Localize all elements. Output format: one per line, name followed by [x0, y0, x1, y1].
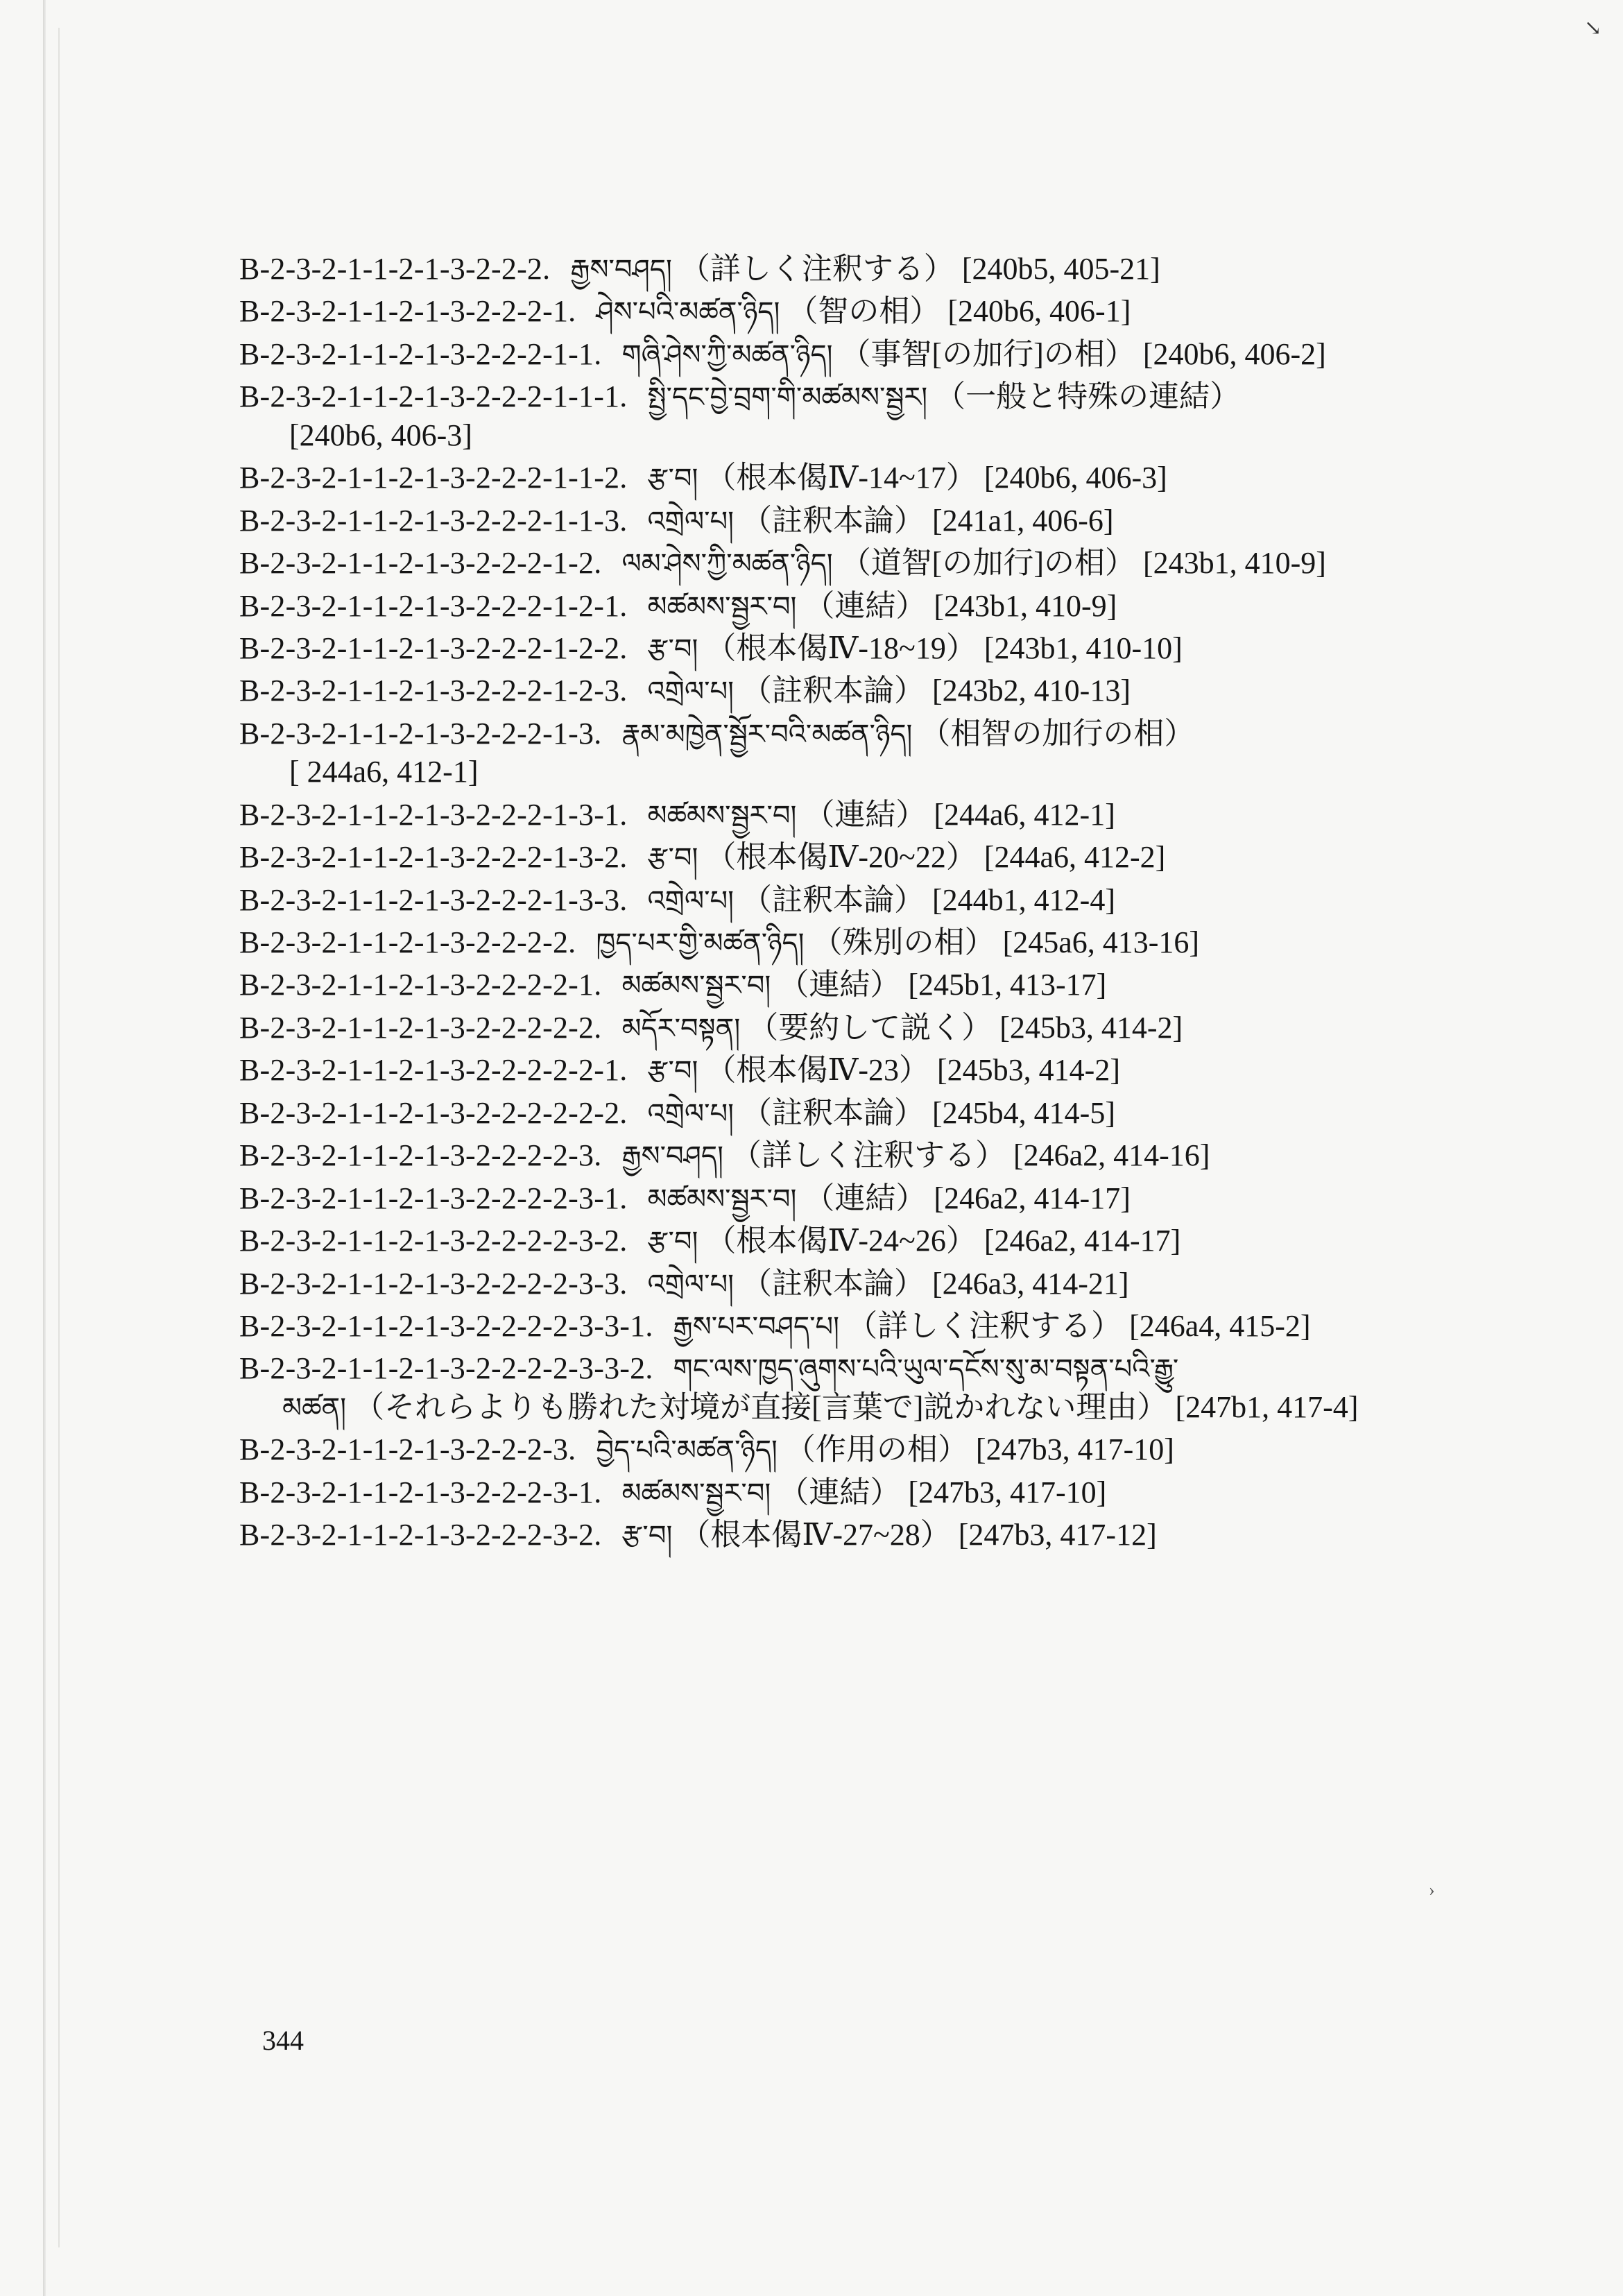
section-code: B-2-3-2-1-1-2-1-3-2-2-2-2-3-3-1.	[239, 1308, 653, 1343]
japanese-gloss: （相智の加行の相）	[920, 716, 1195, 751]
page-reference: [243b1, 410-9]	[1143, 546, 1326, 581]
tibetan-heading-continued: མཚན།	[282, 1391, 347, 1424]
japanese-gloss: （一般と特殊の連結）	[935, 379, 1241, 414]
outline-entry	[239, 587, 1502, 625]
outline-entry	[239, 1222, 1502, 1260]
tibetan-heading: རྒྱས་བཤད།	[570, 254, 672, 286]
outline-entry	[239, 335, 1502, 373]
tibetan-heading: སྤྱི་དང་བྱེ་བྲག་གི་མཚམས་སྦྱར།	[647, 382, 928, 414]
page-reference: [246a2, 414-16]	[1013, 1138, 1210, 1173]
japanese-gloss: （註釈本論）	[741, 674, 925, 708]
japanese-gloss: （作用の相）	[784, 1432, 968, 1467]
outline-entry	[239, 1430, 1502, 1468]
outline-entry	[239, 1349, 1502, 1426]
page-number: 344	[262, 2025, 304, 2056]
page-reference: [246a3, 414-21]	[932, 1266, 1129, 1301]
outline-entry	[239, 881, 1502, 919]
tibetan-heading: རྩ་བ།	[647, 1226, 698, 1258]
outline-entry	[239, 1136, 1502, 1174]
page-reference: [243b1, 410-9]	[934, 588, 1117, 623]
outline-entry	[239, 1094, 1502, 1132]
japanese-gloss: （根本偈Ⅳ-27~28）	[680, 1518, 951, 1552]
outline-entry	[239, 923, 1502, 961]
outline-entry	[239, 714, 1502, 791]
tibetan-heading: འགྲེལ་པ།	[647, 1097, 735, 1130]
tibetan-heading: ཁྱད་པར་གྱི་མཚན་ཉིད།	[596, 927, 805, 959]
japanese-gloss: （註釈本論）	[741, 503, 925, 538]
outline-entry	[239, 1307, 1502, 1345]
tibetan-heading: ཤེས་པའི་མཚན་ཉིད།	[596, 296, 780, 329]
japanese-gloss: （連結）	[804, 1181, 927, 1215]
section-code: B-2-3-2-1-1-2-1-3-2-2-2-3-2.	[239, 1518, 602, 1552]
page-reference: [240b6, 406-2]	[1142, 336, 1326, 371]
tibetan-heading: མཚམས་སྦྱར་བ།	[621, 1477, 771, 1509]
japanese-gloss: （道智[の加行]の相）	[840, 546, 1135, 581]
section-code: B-2-3-2-1-1-2-1-3-2-2-2-1-1-3.	[239, 503, 628, 538]
tibetan-heading: འགྲེལ་པ།	[647, 505, 735, 538]
tibetan-heading: བྱེད་པའི་མཚན་ཉིད།	[596, 1434, 778, 1467]
outline-entry	[239, 1516, 1502, 1554]
page-reference: [247b3, 417-12]	[958, 1518, 1157, 1552]
section-code: B-2-3-2-1-1-2-1-3-2-2-2-1-3-3.	[239, 882, 628, 917]
japanese-gloss: （智の相）	[787, 294, 941, 329]
tibetan-heading: རྣམ་མཁྱེན་སྦྱོར་བའི་མཚན་ཉིད།	[621, 718, 913, 751]
section-code: B-2-3-2-1-1-2-1-3-2-2-2-2-3-2.	[239, 1224, 628, 1258]
page-reference: [246a2, 414-17]	[984, 1224, 1181, 1258]
outline-entry	[239, 1179, 1502, 1217]
japanese-gloss: （註釈本論）	[741, 882, 925, 917]
japanese-gloss: （連結）	[804, 588, 927, 623]
outline-entry	[239, 292, 1502, 330]
page-edge-shadow	[43, 0, 46, 2296]
outline-list	[239, 250, 1502, 1559]
page-reference: [240b6, 406-1]	[947, 294, 1131, 329]
section-code: B-2-3-2-1-1-2-1-3-2-2-2-2-3-3.	[239, 1266, 628, 1301]
section-code: B-2-3-2-1-1-2-1-3-2-2-2-1-2.	[239, 546, 602, 581]
section-code: B-2-3-2-1-1-2-1-3-2-2-2-1-3-2.	[239, 840, 628, 875]
page-reference: [ 244a6, 412-1]	[289, 755, 479, 789]
outline-entry	[239, 502, 1502, 540]
page-reference: [246a2, 414-17]	[934, 1181, 1131, 1215]
section-code: B-2-3-2-1-1-2-1-3-2-2-2-2-3.	[239, 1138, 602, 1173]
section-code: B-2-3-2-1-1-2-1-3-2-2-2-2.	[239, 925, 576, 959]
page-reference: [244a6, 412-1]	[934, 797, 1115, 832]
japanese-gloss: （根本偈Ⅳ-18~19）	[705, 631, 977, 665]
tibetan-heading: རྒྱས་པར་བཤད་པ།	[673, 1310, 840, 1343]
page-reference: [240b5, 405-21]	[961, 252, 1160, 286]
outline-entry	[239, 1265, 1502, 1303]
japanese-gloss: （要約して説く）	[748, 1010, 993, 1045]
tibetan-heading: མཚམས་སྦྱར་བ།	[647, 1183, 797, 1215]
tibetan-heading: མཚམས་སྦྱར་བ།	[647, 799, 797, 832]
outline-entry	[239, 796, 1502, 834]
japanese-gloss: （事智[の加行]の相）	[840, 336, 1135, 371]
outline-entry	[239, 838, 1502, 876]
section-code: B-2-3-2-1-1-2-1-3-2-2-2-2-3-3-2.	[239, 1351, 653, 1386]
section-code: B-2-3-2-1-1-2-1-3-2-2-2-1-2-2.	[239, 631, 628, 665]
tibetan-heading: འགྲེལ་པ།	[647, 676, 735, 708]
japanese-gloss: （根本偈Ⅳ-23）	[705, 1053, 930, 1088]
page-reference: [247b3, 417-10]	[908, 1475, 1107, 1509]
page-reference: [245b4, 414-5]	[932, 1095, 1115, 1130]
japanese-gloss: （註釈本論）	[741, 1266, 925, 1301]
outline-entry	[239, 1473, 1502, 1511]
section-code: B-2-3-2-1-1-2-1-3-2-2-2-2-2.	[239, 1010, 602, 1045]
page-reference: [243b1, 410-10]	[984, 631, 1183, 665]
margin-mark: ›	[1429, 1880, 1435, 1900]
page-reference: [245b1, 413-17]	[908, 968, 1107, 1002]
section-code: B-2-3-2-1-1-2-1-3-2-2-2.	[239, 252, 551, 286]
section-code: B-2-3-2-1-1-2-1-3-2-2-2-1-1-1.	[239, 379, 628, 414]
tibetan-heading: གཞི་ཤེས་ཀྱི་མཚན་ཉིད།	[621, 339, 833, 371]
section-code: B-2-3-2-1-1-2-1-3-2-2-2-1.	[239, 294, 576, 329]
tibetan-heading: རྩ་བ།	[647, 842, 698, 875]
section-code: B-2-3-2-1-1-2-1-3-2-2-2-2-2-2.	[239, 1095, 628, 1130]
tibetan-heading: རྩ་བ།	[647, 633, 698, 665]
japanese-gloss: （根本偈Ⅳ-14~17）	[705, 461, 977, 495]
tibetan-heading: རྒྱས་བཤད།	[621, 1140, 723, 1173]
tibetan-heading: ལམ་ཤེས་ཀྱི་མཚན་ཉིད།	[621, 548, 833, 581]
outline-entry	[239, 1051, 1502, 1089]
page-reference: [247b3, 417-10]	[975, 1432, 1174, 1467]
japanese-gloss: （殊別の相）	[812, 925, 995, 959]
tibetan-heading: མཚམས་སྦྱར་བ།	[621, 970, 771, 1002]
tibetan-heading: གང་ལས་ཁྱད་ཞུགས་པའི་ཡུལ་དངོས་སུ་མ་བསྟན་པའི་རྒྱུ་	[673, 1353, 1179, 1386]
section-code: B-2-3-2-1-1-2-1-3-2-2-2-1-3-1.	[239, 797, 628, 832]
japanese-gloss: （註釈本論）	[741, 1095, 925, 1130]
page-reference: [246a4, 415-2]	[1129, 1308, 1311, 1343]
outline-entry	[239, 544, 1502, 582]
outline-entry	[239, 1009, 1502, 1047]
japanese-gloss: （詳しく注釈する）	[730, 1138, 1006, 1173]
section-code: B-2-3-2-1-1-2-1-3-2-2-2-1-2-3.	[239, 674, 628, 708]
page-reference: [245b3, 414-2]	[999, 1010, 1183, 1045]
page-reference: [240b6, 406-3]	[984, 461, 1167, 495]
japanese-gloss: （根本偈Ⅳ-20~22）	[705, 840, 977, 875]
outline-entry	[239, 377, 1502, 454]
section-code: B-2-3-2-1-1-2-1-3-2-2-2-2-3-1.	[239, 1181, 628, 1215]
outline-entry	[239, 966, 1502, 1004]
japanese-gloss: （連結）	[778, 1475, 901, 1509]
outline-entry	[239, 459, 1502, 497]
tibetan-heading: མཚམས་སྦྱར་བ།	[647, 590, 797, 623]
section-code: B-2-3-2-1-1-2-1-3-2-2-2-3-1.	[239, 1475, 602, 1509]
tibetan-heading: མདོར་བསྟན།	[621, 1012, 741, 1045]
page-reference: [241a1, 406-6]	[932, 503, 1114, 538]
section-code: B-2-3-2-1-1-2-1-3-2-2-2-3.	[239, 1432, 576, 1467]
japanese-gloss: （それらよりも勝れた対境が直接[言葉で]説かれない理由）	[354, 1389, 1168, 1424]
japanese-gloss: （詳しく注釈する）	[847, 1308, 1122, 1343]
corner-mark: ↘	[1584, 17, 1602, 40]
page-reference: [244b1, 412-4]	[932, 882, 1115, 917]
outline-entry	[239, 629, 1502, 667]
page-edge-line	[58, 28, 60, 2247]
page-reference: [244a6, 412-2]	[984, 840, 1166, 875]
page-reference: [243b2, 410-13]	[932, 674, 1131, 708]
page-reference: [247b1, 417-4]	[1175, 1389, 1359, 1424]
japanese-gloss: （根本偈Ⅳ-24~26）	[705, 1224, 977, 1258]
section-code: B-2-3-2-1-1-2-1-3-2-2-2-2-1.	[239, 968, 602, 1002]
tibetan-heading: འགྲེལ་པ།	[647, 1268, 735, 1301]
japanese-gloss: （詳しく注釈する）	[679, 252, 954, 286]
tibetan-heading: རྩ་བ།	[647, 1055, 698, 1088]
outline-entry	[239, 250, 1502, 288]
tibetan-heading: རྩ་བ།	[647, 463, 698, 495]
tibetan-heading: རྩ་བ།	[621, 1520, 673, 1552]
outline-entry	[239, 671, 1502, 710]
section-code: B-2-3-2-1-1-2-1-3-2-2-2-1-1-2.	[239, 461, 628, 495]
page-reference: [245b3, 414-2]	[937, 1053, 1120, 1088]
section-code: B-2-3-2-1-1-2-1-3-2-2-2-2-2-1.	[239, 1053, 628, 1088]
japanese-gloss: （連結）	[804, 797, 927, 832]
tibetan-heading: འགྲེལ་པ།	[647, 884, 735, 917]
japanese-gloss: （連結）	[778, 968, 901, 1002]
page-reference: [240b6, 406-3]	[289, 418, 472, 452]
section-code: B-2-3-2-1-1-2-1-3-2-2-2-1-3.	[239, 716, 602, 751]
section-code: B-2-3-2-1-1-2-1-3-2-2-2-1-1.	[239, 336, 602, 371]
section-code: B-2-3-2-1-1-2-1-3-2-2-2-1-2-1.	[239, 588, 628, 623]
page-reference: [245a6, 413-16]	[1002, 925, 1200, 959]
